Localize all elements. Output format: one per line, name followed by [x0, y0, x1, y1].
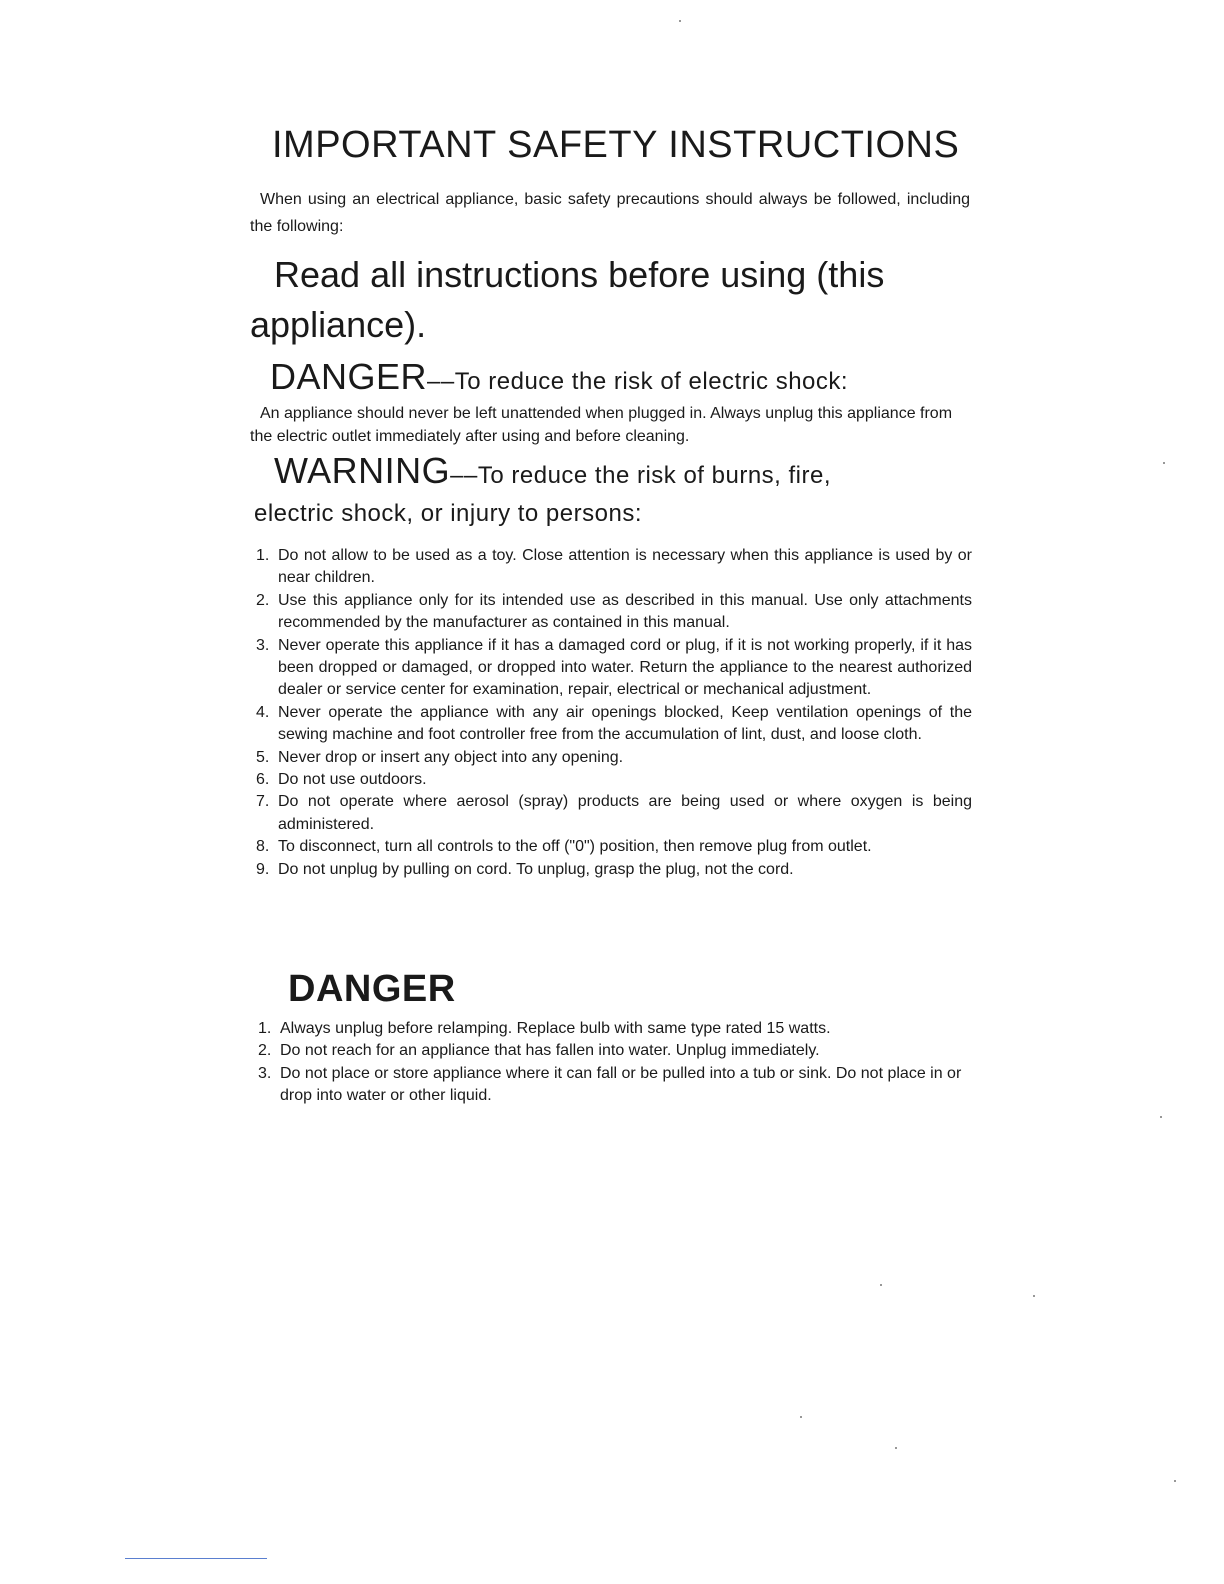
list-item	[256, 545, 972, 590]
list-item	[256, 859, 972, 881]
scan-speck	[1160, 1116, 1162, 1118]
list-number: 3.	[256, 636, 270, 654]
read-all-instructions-heading: Read all instructions before using (this appliance).	[250, 254, 885, 345]
list-text: Do not operate where aerosol (spray) products are being used or where oxygen is being administered.	[278, 793, 972, 833]
warning-list	[256, 545, 972, 881]
list-number: 9.	[256, 860, 270, 878]
warning-subtitle-line1: To reduce the risk of burns, fire,	[477, 462, 832, 489]
list-item	[256, 635, 972, 702]
list-text: Use this appliance only for its intended use as described in this manual. Use only attachments recommended by the manufacturer as contained in this manual.	[278, 591, 972, 632]
list-text: Do not place or store appliance where it can fall or be pulled into a tub or sink. Do not place in or drop into water or other liquid.	[280, 1064, 962, 1105]
danger-heading	[270, 356, 848, 398]
danger-list	[258, 1018, 974, 1108]
danger-dashes: ––	[427, 368, 455, 395]
scan-speck	[1163, 462, 1165, 464]
list-text: Do not unplug by pulling on cord. To unplug, grasp the plug, not the cord.	[278, 860, 794, 878]
danger-heading-2: DANGER	[288, 968, 456, 1010]
list-number: 8.	[256, 838, 270, 856]
warning-subtitle-line2: electric shock, or injury to persons:	[254, 500, 642, 527]
list-text: To disconnect, turn all controls to the off ("0") position, then remove plug from outlet.	[278, 838, 872, 856]
list-number: 2.	[258, 1042, 272, 1060]
intro-paragraph: When using an electrical appliance, basic safety precautions should always be followed, including the following:	[250, 191, 970, 235]
list-text: Do not allow to be used as a toy. Close attention is necessary when this appliance is used by or near children.	[278, 547, 972, 587]
list-number: 4.	[256, 703, 270, 721]
danger-label: DANGER	[270, 356, 428, 397]
list-text: Never operate the appliance with any air openings blocked, Keep ventilation openings of the sewing machine and foot controller free from the accumulation of lint, dust, and loose cloth.	[278, 703, 972, 744]
list-text: Do not reach for an appliance that has fallen into water. Unplug immediately.	[280, 1042, 820, 1060]
list-item	[258, 1040, 974, 1062]
footer-rule	[125, 1558, 267, 1559]
list-number: 6.	[256, 771, 270, 789]
scan-speck	[1033, 1295, 1035, 1297]
scan-speck	[800, 1416, 802, 1418]
list-item	[256, 590, 972, 635]
list-number: 1.	[258, 1020, 272, 1037]
list-item	[258, 1063, 974, 1108]
list-text: Never drop or insert any object into any opening.	[278, 748, 624, 766]
list-item	[256, 769, 972, 791]
list-number: 5.	[256, 748, 270, 766]
list-item	[256, 836, 972, 858]
scan-speck	[880, 1284, 882, 1286]
list-item	[258, 1018, 974, 1040]
scan-speck	[679, 20, 681, 22]
warning-dashes: ––	[450, 462, 478, 489]
list-number: 7.	[256, 793, 270, 811]
list-number: 3.	[258, 1064, 272, 1082]
list-item	[256, 702, 972, 747]
scan-speck	[895, 1447, 897, 1449]
danger-body: An appliance should never be left unattended when plugged in. Always unplug this appliance from the electric outlet immediately after using and before cleaning.	[250, 405, 953, 445]
list-text: Always unplug before relamping. Replace bulb with same type rated 15 watts.	[280, 1020, 831, 1037]
list-text: Never operate this appliance if it has a damaged cord or plug, if it is not working properly, if it has been dropped or damaged, or dropped into water. Return the appliance to the nearest authorized dealer or service center for examination, repair, electrical or mechanical adjustment.	[278, 636, 972, 699]
list-item	[256, 791, 972, 836]
list-number: 2.	[256, 591, 270, 609]
warning-label: WARNING	[274, 450, 451, 491]
page-title: IMPORTANT SAFETY INSTRUCTIONS	[272, 124, 960, 166]
scan-speck	[1174, 1480, 1176, 1482]
danger-subtitle: To reduce the risk of electric shock:	[454, 368, 849, 395]
list-number: 1.	[256, 547, 270, 564]
warning-heading	[274, 450, 831, 492]
list-item	[256, 747, 972, 769]
list-text: Do not use outdoors.	[278, 771, 427, 789]
